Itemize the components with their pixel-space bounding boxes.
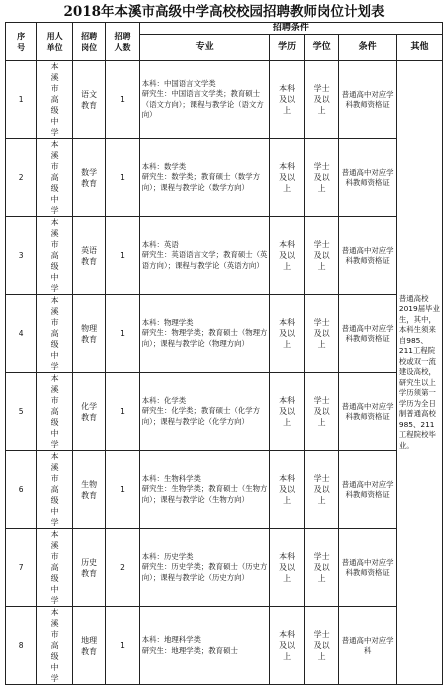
count-cell: 1: [106, 139, 139, 217]
degree-cell: [304, 373, 338, 451]
degree-cell: [304, 61, 338, 139]
table-row: [6, 139, 443, 217]
education-cell: [270, 139, 304, 217]
unit-cell: [37, 373, 73, 451]
major-cell: 本科：英语 研究生：英语语言文学；教育硕士（英语方向）；课程与教学论（英语方向）: [139, 217, 270, 295]
major-cell: 本科：历史学类 研究生：历史学类；教育硕士（历史方向）；课程与教学论（历史方向）: [139, 529, 270, 607]
header-requirement: 条件: [339, 35, 396, 61]
header-seq: 序号: [6, 23, 37, 61]
header-conditions: 招聘条件: [139, 23, 442, 35]
seq-cell: 5: [6, 373, 37, 451]
count-cell: 1: [106, 217, 139, 295]
unit-text: 本溪市高级中学: [50, 140, 59, 215]
table-row: [6, 61, 443, 139]
degree-text: 学士及以上: [313, 318, 330, 349]
requirement-cell: 普通高中对应学科教师资格证: [339, 139, 396, 217]
unit-cell: [37, 139, 73, 217]
post-cell: [72, 607, 105, 685]
post-cell: [72, 451, 105, 529]
table-row: [6, 451, 443, 529]
header-education: 学历: [270, 35, 304, 61]
page-title: 2018年本溪市高级中学高校校园招聘教师岗位计划表: [63, 4, 385, 20]
education-cell: [270, 451, 304, 529]
major-cell: 本科：生物科学类 研究生：生物学类；教育硕士（生物方向）；课程与教学论（生物方向）: [139, 451, 270, 529]
unit-cell: [37, 607, 73, 685]
count-cell: 1: [106, 295, 139, 373]
post-text: 英语教育: [81, 245, 98, 266]
post-cell: [72, 295, 105, 373]
degree-cell: [304, 529, 338, 607]
degree-text: 学士及以上: [313, 396, 330, 427]
post-text: 历史教育: [81, 557, 98, 578]
education-text: 本科及以上: [279, 84, 296, 115]
education-cell: [270, 607, 304, 685]
unit-text: 本溪市高级中学: [50, 62, 59, 137]
unit-cell: [37, 61, 73, 139]
degree-text: 学士及以上: [313, 162, 330, 193]
major-cell: 本科：化学类 研究生：化学类；教育硕士（化学方向）；课程与教学论（化学方向）: [139, 373, 270, 451]
education-text: 本科及以上: [279, 240, 296, 271]
unit-text: 本溪市高级中学: [50, 218, 59, 293]
degree-cell: [304, 217, 338, 295]
unit-cell: [37, 295, 73, 373]
post-cell: [72, 139, 105, 217]
header-other: 其他: [396, 35, 442, 61]
post-cell: [72, 217, 105, 295]
count-cell: 1: [106, 607, 139, 685]
unit-cell: [37, 529, 73, 607]
unit-text: 本溪市高级中学: [50, 296, 59, 371]
seq-cell: 7: [6, 529, 37, 607]
requirement-cell: 普通高中对应学科: [339, 607, 396, 685]
education-cell: [270, 295, 304, 373]
education-text: 本科及以上: [279, 630, 296, 661]
degree-cell: [304, 451, 338, 529]
degree-text: 学士及以上: [313, 552, 330, 583]
major-cell: 本科：地理科学类 研究生：地理学类；教育硕士: [139, 607, 270, 685]
requirement-cell: 普通高中对应学科教师资格证: [339, 373, 396, 451]
major-cell: 本科：中国语言文学类 研究生：中国语言文学类；教育硕士（语文方向）；课程与教学论（语文方向）: [139, 61, 270, 139]
post-text: 生物教育: [81, 479, 98, 500]
major-cell: 本科：数学类 研究生：数学类；教育硕士（数学方向）；课程与教学论（数学方向）: [139, 139, 270, 217]
header-post: 招聘岗位: [72, 23, 105, 61]
table-row: [6, 607, 443, 685]
education-text: 本科及以上: [279, 318, 296, 349]
header-major: 专业: [139, 35, 270, 61]
unit-cell: [37, 451, 73, 529]
seq-cell: 4: [6, 295, 37, 373]
post-text: 语文教育: [81, 89, 98, 110]
count-cell: 2: [106, 529, 139, 607]
requirement-cell: 普通高中对应学科教师资格证: [339, 217, 396, 295]
table-row: [6, 373, 443, 451]
header-degree: 学位: [304, 35, 338, 61]
seq-cell: 6: [6, 451, 37, 529]
education-cell: [270, 61, 304, 139]
education-text: 本科及以上: [279, 162, 296, 193]
post-cell: [72, 61, 105, 139]
major-cell: 本科：物理学类 研究生：物理学类；教育硕士（物理方向）；课程与教学论（物理方向）: [139, 295, 270, 373]
post-text: 化学教育: [81, 401, 98, 422]
unit-text: 本溪市高级中学: [50, 374, 59, 449]
degree-cell: [304, 139, 338, 217]
unit-cell: [37, 217, 73, 295]
degree-text: 学士及以上: [313, 474, 330, 505]
education-cell: [270, 217, 304, 295]
post-cell: [72, 373, 105, 451]
degree-cell: [304, 295, 338, 373]
post-cell: [72, 529, 105, 607]
degree-text: 学士及以上: [313, 84, 330, 115]
degree-cell: [304, 607, 338, 685]
table-row: [6, 217, 443, 295]
requirement-cell: 普通高中对应学科教师资格证: [339, 529, 396, 607]
seq-cell: 2: [6, 139, 37, 217]
count-cell: 1: [106, 61, 139, 139]
education-cell: [270, 529, 304, 607]
table-row: [6, 529, 443, 607]
recruitment-table: [5, 22, 443, 685]
education-cell: [270, 373, 304, 451]
requirement-cell: 普通高中对应学科教师资格证: [339, 295, 396, 373]
count-cell: 1: [106, 373, 139, 451]
count-cell: 1: [106, 451, 139, 529]
unit-text: 本溪市高级中学: [50, 530, 59, 605]
requirement-cell: 普通高中对应学科教师资格证: [339, 451, 396, 529]
degree-text: 学士及以上: [313, 240, 330, 271]
education-text: 本科及以上: [279, 396, 296, 427]
unit-text: 本溪市高级中学: [50, 452, 59, 527]
education-text: 本科及以上: [279, 474, 296, 505]
other-note-cell: 普通高校2019届毕业生，其中，本科生须来自985、211工程院校或双一流建设高校，研究生以上学历须第一学历为全日制普通高校985、211工程院校毕业。: [396, 61, 442, 685]
post-text: 物理教育: [81, 323, 98, 344]
requirement-cell: 普通高中对应学科教师资格证: [339, 61, 396, 139]
post-text: 数学教育: [81, 167, 98, 188]
post-text: 地理教育: [81, 635, 98, 656]
degree-text: 学士及以上: [313, 630, 330, 661]
header-count: 招聘人数: [106, 23, 139, 61]
seq-cell: 1: [6, 61, 37, 139]
unit-text: 本溪市高级中学: [50, 608, 59, 683]
education-text: 本科及以上: [279, 552, 296, 583]
seq-cell: 3: [6, 217, 37, 295]
header-unit: 用人单位: [37, 23, 73, 61]
table-row: [6, 295, 443, 373]
seq-cell: 8: [6, 607, 37, 685]
